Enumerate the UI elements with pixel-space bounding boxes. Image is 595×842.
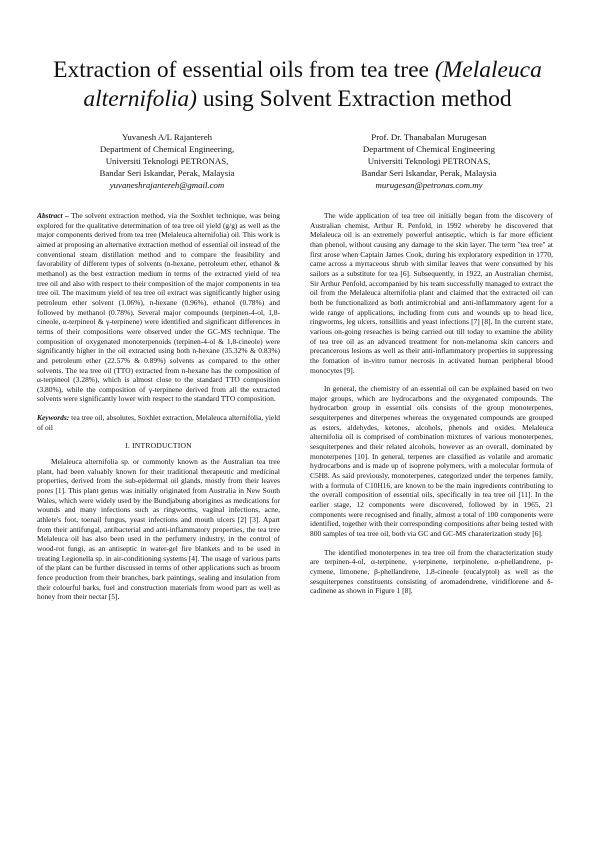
section-heading-introduction: I. INTRODUCTION <box>125 441 192 451</box>
title-part1: Extraction of essential oils from tea tree <box>53 57 435 83</box>
keywords-label: Keywords: <box>37 413 70 423</box>
body-paragraph: The wide application of tea tree oil initially began from the discovery of Australian chemist, Arthur R. Penfold, in 1992 whereby he discovered that Melaleuca oil is an extremely powerful antiseptic, which is far more efficient than phenol, without causing any damage to the skin layer. The term "tea tree" at first arose when Captain James Cook, during his exploratory expedition in 1770, came across a myrtaceous shrub with similar leaves that were consumed by his sailors as a substitute for tea [6]. Subsequently, in 1922, an Australian chemist, Sir Arthur Penfold, accompanied by his team successfully managed to extract the oil from the Melaleuca alternifolia plant and claimed that the extracted oil can both be functionalized as both antimicrobial and anti-inflammatory agent for a wide range of applications, including from cuts and wounds up to head lice, ringworms, leg ulcers, tonsillitis and yeast infections [7] [8]. In the current state, various on-going reseaches is being carried out till today to examine the ability of tea tree oil as an advanced treatment for non-melanoma skin cancers and precancerous lesions as well as their anti-inflammatory properties in suppressing the fomation of in-vitro tumor necrosis in activated human peripheral blood monocytes [9]. <box>310 211 553 375</box>
author-department: Department of Chemical Engineering, <box>99 144 235 154</box>
author-department: Department of Chemical Engineering <box>362 144 496 154</box>
title-part2: using Solvent Extraction method <box>196 86 512 112</box>
body-paragraph: The identified monoterpenes in tea tree oil from the characterization study are terpinen-4-ol, α-terpinene, γ-terpinene, terpinolene, α-phellandrene, p-cymene, limonene, β-phellandrene, 1,8-cineole (eucalyptol) as well as the sesquiterpenes constituents consisting of aromadendrene, viridiflorene and δ-cadinene as shown in Figure 1 [8]. <box>310 547 553 596</box>
author-name: Prof. Dr. Thanabalan Murugesan <box>371 132 487 142</box>
author-email: murugesan@petronas.com.my <box>375 180 483 190</box>
right-column <box>310 211 553 605</box>
author-address: Bandar Seri Iskandar, Perak, Malaysia <box>99 168 235 178</box>
author-block-1 <box>42 131 292 191</box>
keywords <box>37 413 280 432</box>
left-column <box>37 211 280 611</box>
author-university: Universiti Teknologi PETRONAS, <box>367 156 491 166</box>
abstract-text: The solvent extraction method, via the Soxhlet technique, was being explored for the qualitative determination of tea tree oil yield (g/g) as well as the major components derived from tea tree (Melaleuca alternifolia) oil. This work is aimed at proposing an alternative extraction method of essential oil instead of the conventional steam distillation method and to compare the feasibility and favorability of different types of solvents (n-hexane, petroleum ether, ethanol & methanol) as the best extraction medium in terms of the extracted yield of tea tree oil and also with respect to their composition of the major components in tea tree oil. The maximum yield of tea tree oil extract was significantly higher using petroleum ether solvent (1.06%), n-hexane (0.96%), ethanol (0.78%) and followed by methanol (0.78%). Several major compounds (terpinen-4-ol, 1,8-cineole, α-terpineol & γ-terpinene) were identified and significant differences in terms of their compositions were observed under the GC-MS technique. The composition of oxygenated monoterpenoids (terpinen-4-ol & 1,8-cineole) were significantly higher in the oil extracted using both n-hexane (35.32% & 0.83%) and petroleum ether (22.57% & 0.89%) solvents as compared to the other solvents. The tea tree oil (TTO) extracted from n-hexane has the composition of α-terpineol (3.28%), which is almost close to the standard TTO composition (3.80%), while the composition of γ-terpinene derived from all the extracted solvents were significantly lower with respect to the standard TTO composition. <box>37 211 281 404</box>
author-email: yuvaneshrajantereh@gmail.com <box>109 180 225 190</box>
keywords-text: tea tree oil, absolutes, Soxhlet extraction, Melaleuca alternifolia, yield of oil <box>37 413 280 432</box>
intro-paragraph: Melaleuca alternifolia sp. or commonly known as the Australian tea tree plant, had been valuably known for their traditional therapeutic and medicinal properties, derived from the sub-epidermal oil glands, mostly from their leaves pores [1]. This plant genus was initially originated from Australia in New South Wales, which were widely used by the Bundjabung aborigines as medications for wounds and many infections such as ringworms, vaginal infections, acne, athlete's foot, toenail fungus, yeast infections and mouth ulcers [2] [3]. Apart from their antifungal, antibacterial and anti-inflammatory properties, the tea tree Melaleuca oil has also been used in the perfumery industry, in the control of wood-rot fungi, as an antiseptic in water-gel fire blankets and to be used in treating Legionella sp. in air-conditioning systems [4]. The usage of various parts of the plant can be further discussed in terms of other applications such as broom fence production from their branches, bark paintings, sealing and insulation from their colourful barks, fuel and construction materials from wood part as well as honey from their nectar [5]. <box>37 457 280 602</box>
title-italic: (Melaleuca alternifolia) <box>83 57 542 112</box>
author-block-2 <box>304 131 554 191</box>
author-address: Bandar Seri Iskandar, Perak, Malaysia <box>361 168 497 178</box>
author-name: Yuvanesh A/L Rajantereh <box>121 132 213 142</box>
author-university: Universiti Teknologi PETRONAS, <box>105 156 229 166</box>
paper-title <box>30 56 565 114</box>
abstract-label: Abstract – <box>37 211 69 220</box>
body-paragraph: In general, the chemistry of an essential oil can be explained based on two major groups, which are hydrocarbons and the oxygenated compounds. The hydrocarbon group in essential oils consists of the group monoterpenes, sesquiterpenes and diterpenes whereas the oxygenated compounds are grouped as esters, aldehydes, ketones, alcohols, phenols and oxides. Melaleuca alternifolia oil is comprised of combination mixtures of various monoterpenes, sesquiterpenes and their related alcohols, however as an overall, dominated by monoterpenes [10]. In general, terpenes are classified as volatile and aromatic hydrocarbons and is made up of isoprene polymers, with a molecular formula of C5H8. As said previously, monoterpenes, categorized under the terpenes family, with a formula of C10H16, are known to be the main ingredients contributing to the overall composition of essential oils, specifically in tea tree oil [11]. In the earlier stage, 12 components were discovered, followed by in 1965, 21 components were recognised and finally, almost a total of 100 components were identified, together with their corresponding compositions after being tested with 800 samples of tea tree oil, both via GC and GC-MS charaterization study [6]. <box>310 384 553 538</box>
abstract <box>37 211 280 404</box>
